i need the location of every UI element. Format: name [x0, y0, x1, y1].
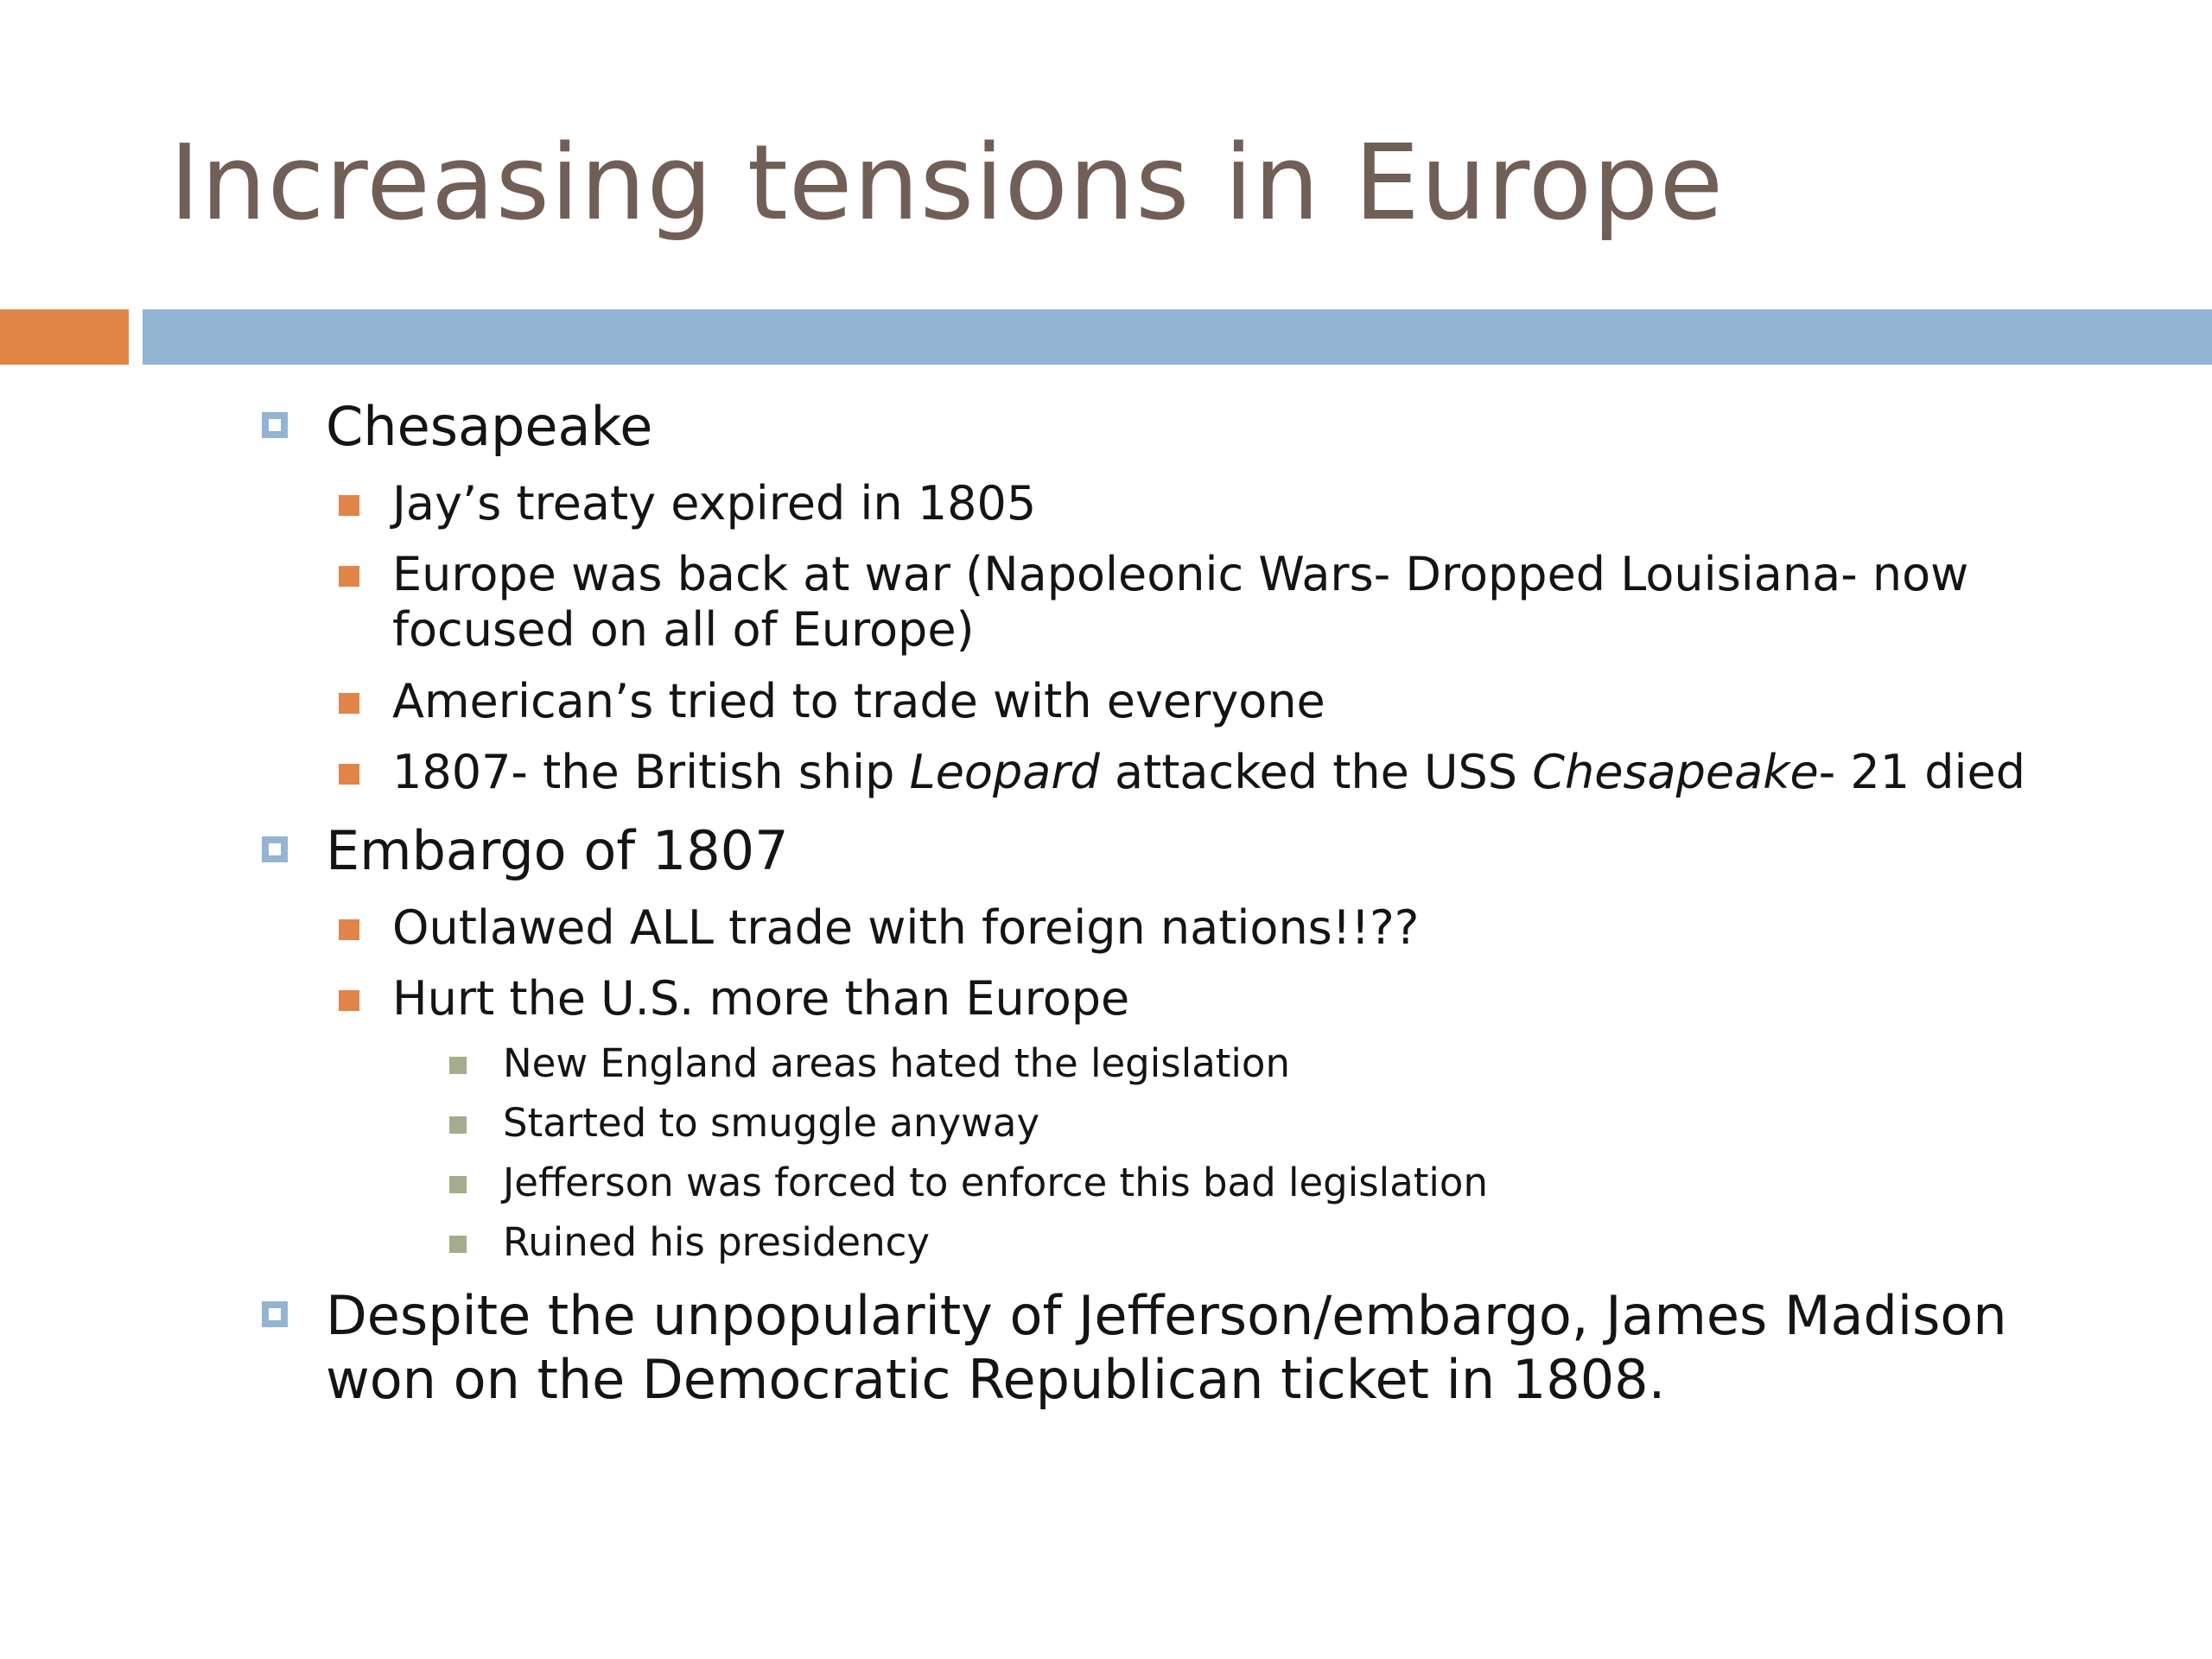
- ship-name-chesapeake: Chesapeake: [1532, 745, 1819, 799]
- text-segment: attacked the USS: [1099, 745, 1533, 799]
- bullet-text: Outlawed ALL trade with foreign nations!!??: [392, 900, 1420, 955]
- hollow-square-bullet-icon: [262, 836, 288, 862]
- bullet-text: Ruined his presidency: [503, 1219, 930, 1265]
- bullet-text: Despite the unpopularity of Jefferson/embargo, James Madison: [326, 1284, 2007, 1347]
- title-divider-bar: [143, 309, 2212, 365]
- bullet-text: Embargo of 1807: [326, 819, 789, 882]
- bullet-text: Europe was back at war (Napoleonic Wars- Dropped Louisiana- now: [392, 547, 1969, 601]
- square-bullet-icon: [339, 566, 359, 587]
- square-bullet-icon: [449, 1057, 467, 1074]
- square-bullet-icon: [339, 990, 359, 1011]
- hollow-square-bullet-icon: [262, 1301, 288, 1327]
- bullet-text-continuation: won on the Democratic Republican ticket in 1808.: [326, 1348, 1666, 1411]
- ship-name-leopard: Leopard: [909, 745, 1100, 799]
- bullet-text: American’s tried to trade with everyone: [392, 674, 1325, 728]
- slide-title: Increasing tensions in Europe: [169, 124, 1725, 244]
- square-bullet-icon: [339, 693, 359, 714]
- text-segment: - 21 died: [1818, 745, 2026, 799]
- bullet-text: New England areas hated the legislation: [503, 1040, 1290, 1086]
- square-bullet-icon: [339, 764, 359, 785]
- bullet-text: Started to smuggle anyway: [503, 1100, 1040, 1146]
- bullet-text: Hurt the U.S. more than Europe: [392, 971, 1130, 1026]
- bullet-text: Jay’s treaty expired in 1805: [392, 476, 1037, 531]
- text-segment: 1807- the British ship: [392, 745, 910, 799]
- square-bullet-icon: [339, 919, 359, 940]
- bullet-text: [392, 745, 2025, 800]
- bullet-text: Jefferson was forced to enforce this bad legislation: [503, 1160, 1488, 1205]
- square-bullet-icon: [339, 495, 359, 516]
- bullet-text: Chesapeake: [326, 395, 653, 458]
- square-bullet-icon: [449, 1176, 467, 1193]
- hollow-square-bullet-icon: [262, 412, 288, 438]
- bullet-text-continuation: focused on all of Europe): [392, 602, 975, 657]
- square-bullet-icon: [449, 1236, 467, 1253]
- title-accent-bar: [0, 309, 129, 365]
- square-bullet-icon: [449, 1116, 467, 1134]
